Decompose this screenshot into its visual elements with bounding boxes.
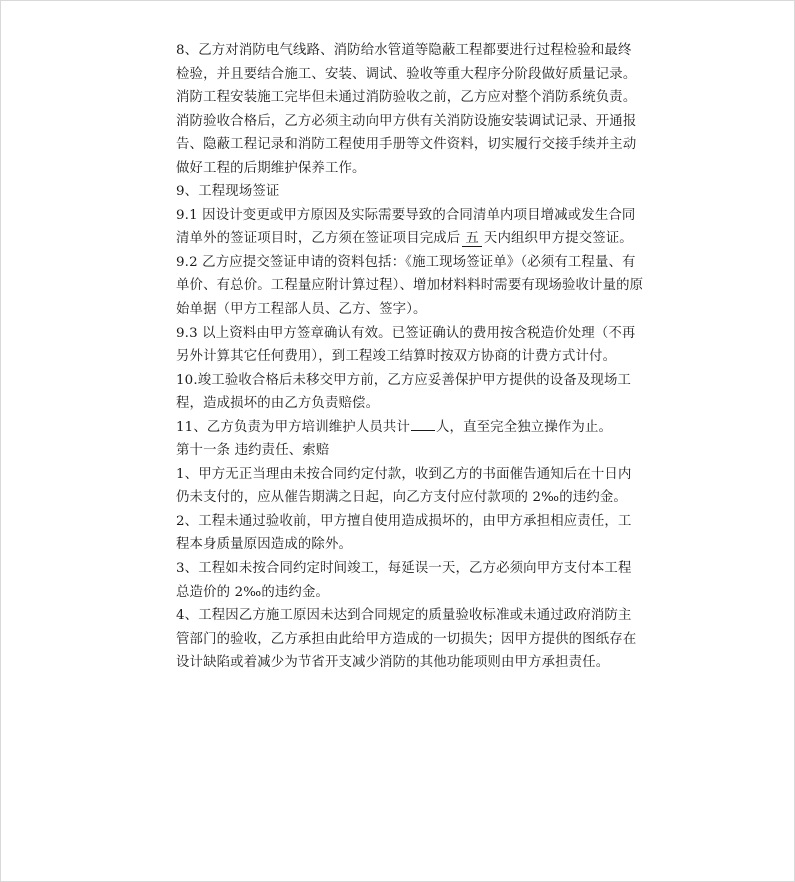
text-line-12: 始单据（甲方工程部人员、乙方、签字）。 xyxy=(176,302,427,318)
visa-days-value: 五 xyxy=(462,231,482,247)
text-line-10: 9.2 乙方应提交签证申请的资料包括：《施工现场签证单》（必须有工程量、有 xyxy=(176,254,636,270)
text-line-24: 总造价的 2‰的违约金。 xyxy=(176,584,330,600)
training-line-after: 人，直至完全独立操作为止。 xyxy=(436,419,613,435)
text-line-25: 4、工程因乙方施工原因未达到合同规定的质量验收标准或未通过政府消防主 xyxy=(176,608,632,624)
text-line-2: 检验，并且要结合施工、安装、调试、验收等重大程序分阶段做好质量记录。 xyxy=(176,66,637,82)
text-line-16: 程，造成损坏的由乙方负责赔偿。 xyxy=(176,396,380,412)
training-count-blank xyxy=(411,418,435,431)
text-line-visa-days xyxy=(176,227,633,251)
text-line-4: 消防验收合格后，乙方必须主动向甲方供有关消防设施安装调试记录、开通报 xyxy=(176,113,637,129)
text-line-6: 做好工程的后期维护保养工作。 xyxy=(176,160,366,176)
text-line-21: 2、工程未通过验收前，甲方擅自使用造成损坏的，由甲方承担相应责任，工 xyxy=(176,513,632,529)
text-line-27: 设计缺陷或着减少为节省开支减少消防的其他功能项则由甲方承担责任。 xyxy=(176,655,610,671)
text-line-19: 1、甲方无正当理由未按合同约定付款，收到乙方的书面催告通知后在十日内 xyxy=(176,466,632,482)
text-line-26: 管部门的验收，乙方承担由此给甲方造成的一切损失；因甲方提供的图纸存在 xyxy=(176,631,637,647)
article-heading-liability: 第十一条 违约责任、索赔 xyxy=(176,443,330,459)
text-line-3: 消防工程安装施工完毕但未通过消防验收之前，乙方应对整个消防系统负责。 xyxy=(176,90,637,106)
text-line-8: 9.1 因设计变更或甲方原因及实际需要导致的合同清单内项目增减或发生合同 xyxy=(176,207,636,223)
text-line-20: 仍未支付的，应从催告期满之日起，向乙方支付应付款项的 2‰的违约金。 xyxy=(176,490,627,506)
document-body xyxy=(176,39,644,675)
text-line-15: 10.竣工验收合格后未移交甲方前，乙方应妥善保护甲方提供的设备及现场工 xyxy=(176,372,632,388)
text-line-5: 告、隐蔽工程记录和消防工程使用手册等文件资料，切实履行交接手续并主动 xyxy=(176,137,637,153)
text-line-training xyxy=(176,416,626,440)
text-line-11: 单价、有总价。工程量应附计算过程）、增加材料料时需要有现场验收计量的原 xyxy=(176,278,644,294)
text-line-14: 另外计算其它任何费用），到工程竣工结算时按双方协商的计费方式计付。 xyxy=(176,349,617,365)
text-line-23: 3、工程如未按合同约定时间竣工，每延误一天，乙方必须向甲方支付本工程 xyxy=(176,561,632,577)
section-heading-site-visa: 9、工程现场签证 xyxy=(176,184,280,200)
visa-line-after: 天内组织甲方提交签证。 xyxy=(483,231,633,247)
text-line-22: 程本身质量原因造成的除外。 xyxy=(176,537,353,553)
text-line-1: 8、乙方对消防电气线路、消防给水管道等隐蔽工程都要进行过程检验和最终 xyxy=(176,43,632,58)
text-line-13: 9.3 以上资料由甲方签章确认有效。已签证确认的费用按含税造价处理（不再 xyxy=(176,325,636,341)
visa-line-before: 清单外的签证项目时，乙方须在签证项目完成后 xyxy=(176,231,461,247)
training-line-before: 11、乙方负责为甲方培训维护人员共计 xyxy=(176,419,410,435)
